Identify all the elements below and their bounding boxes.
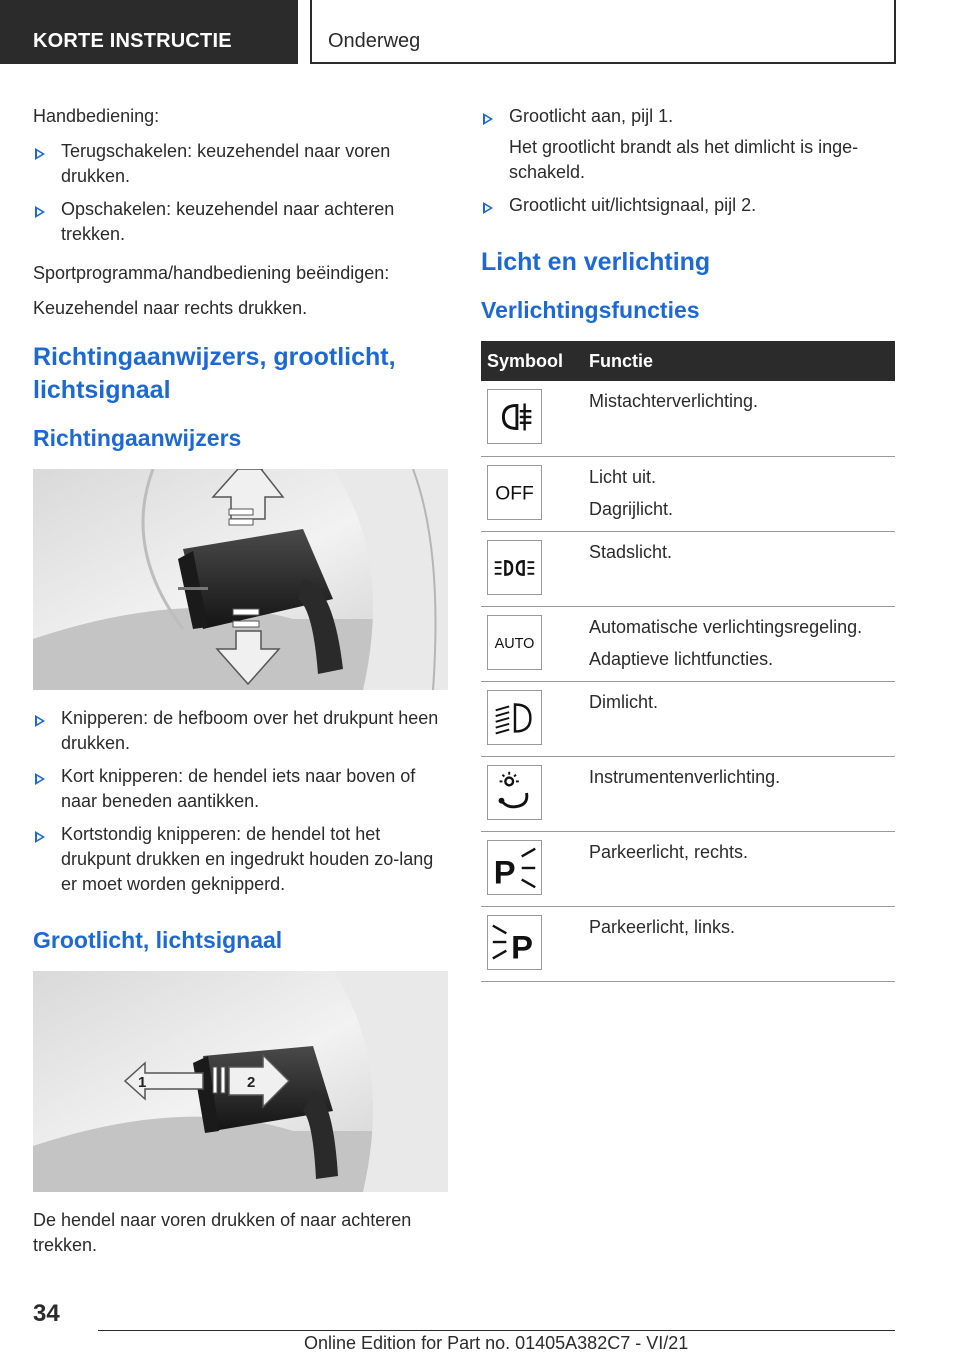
table-row bbox=[481, 831, 895, 906]
subheading-high-beam: Grootlicht, lichtsignaal bbox=[33, 927, 283, 953]
header-section-tab bbox=[0, 0, 298, 64]
arrow-2-label: 2 bbox=[247, 1074, 256, 1091]
table-row bbox=[481, 381, 895, 456]
arrow-bullet-icon bbox=[483, 113, 493, 125]
table-header-row bbox=[481, 341, 895, 381]
function-text: Parkeerlicht, rechts. bbox=[589, 841, 749, 862]
lighting-functions-table bbox=[481, 341, 895, 982]
high-beam-note: Het grootlicht brandt als het dimlicht is inge-schakeld. bbox=[509, 137, 859, 182]
function-text: Adaptieve lichtfuncties. bbox=[589, 648, 774, 669]
section-heading-lighting: Licht en verlichting bbox=[481, 248, 711, 276]
table-row bbox=[481, 456, 895, 531]
list-item: Opschakelen: keuzehendel naar achteren trekken. bbox=[33, 197, 448, 247]
arrow-bullet-icon bbox=[35, 831, 45, 843]
function-text: Automatische verlichtingsregeling. bbox=[589, 616, 863, 637]
sport-action-text: Keuzehendel naar rechts drukken. bbox=[33, 298, 308, 318]
arrow-bullet-icon bbox=[35, 206, 45, 218]
table-row bbox=[481, 906, 895, 981]
function-text: Parkeerlicht, links. bbox=[589, 916, 736, 937]
list-item: Grootlicht aan, pijl 1. Het grootlicht brandt als het dimlicht is inge-schakeld. bbox=[481, 104, 895, 185]
manual-label: Handbediening: bbox=[33, 106, 160, 126]
arrow-bullet-icon bbox=[35, 715, 45, 727]
table-row bbox=[481, 606, 895, 681]
subheading-lighting-functions: Verlichtingsfuncties bbox=[481, 297, 700, 323]
header-section-title: KORTE INSTRUCTIE bbox=[33, 30, 232, 52]
header-chapter-title: Onderweg bbox=[328, 30, 421, 52]
table-row bbox=[481, 531, 895, 606]
manual-list bbox=[33, 139, 448, 247]
svg-text:P: P bbox=[511, 927, 533, 965]
svg-text:P: P bbox=[493, 852, 516, 890]
function-text: Dagrijlicht. bbox=[589, 498, 674, 519]
high-beam-lever-illustration bbox=[33, 971, 448, 1192]
list-item: Knipperen: de hefboom over het drukpunt heen drukken. bbox=[33, 706, 448, 756]
parking-lights-icon bbox=[487, 540, 542, 595]
turn-signal-lever-illustration bbox=[33, 469, 448, 690]
function-text: Stadslicht. bbox=[589, 541, 673, 562]
table-row bbox=[481, 681, 895, 756]
arrow-bullet-icon bbox=[35, 773, 45, 785]
auto-icon bbox=[487, 615, 542, 670]
subheading-turn-signals: Richtingaanwijzers bbox=[33, 425, 242, 451]
left-column bbox=[33, 104, 448, 1268]
function-text: Instrumentenverlichting. bbox=[589, 766, 781, 787]
svg-text:OFF: OFF bbox=[495, 483, 534, 505]
arrow-bullet-icon bbox=[35, 148, 45, 160]
column-header-symbol: Symbool bbox=[481, 341, 585, 381]
function-text: Licht uit. bbox=[589, 466, 657, 487]
parking-light-right-icon bbox=[487, 840, 542, 895]
list-item: Grootlicht uit/lichtsignaal, pijl 2. bbox=[481, 193, 895, 218]
sport-end-text: Sportprogramma/handbediening beëindigen: bbox=[33, 263, 390, 283]
turn-signal-list bbox=[33, 706, 448, 897]
arrow-1-label: 1 bbox=[138, 1074, 147, 1091]
right-column bbox=[481, 104, 895, 982]
function-text: Mistachterverlichting. bbox=[589, 391, 759, 411]
high-beam-list bbox=[481, 104, 895, 218]
list-item: Terugschakelen: keuzehendel naar voren drukken. bbox=[33, 139, 448, 189]
header-chapter-tab bbox=[310, 0, 896, 64]
list-item: Kort knipperen: de hendel iets naar boven of naar beneden aantikken. bbox=[33, 764, 448, 814]
instrument-lighting-icon bbox=[487, 765, 542, 820]
footer-divider bbox=[98, 1330, 895, 1331]
edition-text: Online Edition for Part no. 01405A382C7 - VI/21 bbox=[304, 1333, 689, 1353]
parking-light-left-icon bbox=[487, 915, 542, 970]
lever-instruction: De hendel naar voren drukken of naar achteren trekken. bbox=[33, 1210, 412, 1255]
column-header-function: Functie bbox=[585, 341, 895, 381]
off-icon bbox=[487, 465, 542, 520]
page-number: 34 bbox=[33, 1300, 60, 1327]
rear-fog-light-icon bbox=[487, 389, 542, 444]
section-heading-indicators: Richtingaanwijzers, grootlicht, lichtsignaal bbox=[33, 343, 396, 404]
svg-text:AUTO: AUTO bbox=[494, 635, 535, 652]
function-text: Dimlicht. bbox=[589, 691, 659, 712]
arrow-bullet-icon bbox=[483, 202, 493, 214]
low-beam-icon bbox=[487, 690, 542, 745]
table-row bbox=[481, 756, 895, 831]
list-item: Kortstondig knipperen: de hendel tot het drukpunt drukken en ingedrukt houden zo-lang er moet worden geknipperd. bbox=[33, 822, 448, 897]
